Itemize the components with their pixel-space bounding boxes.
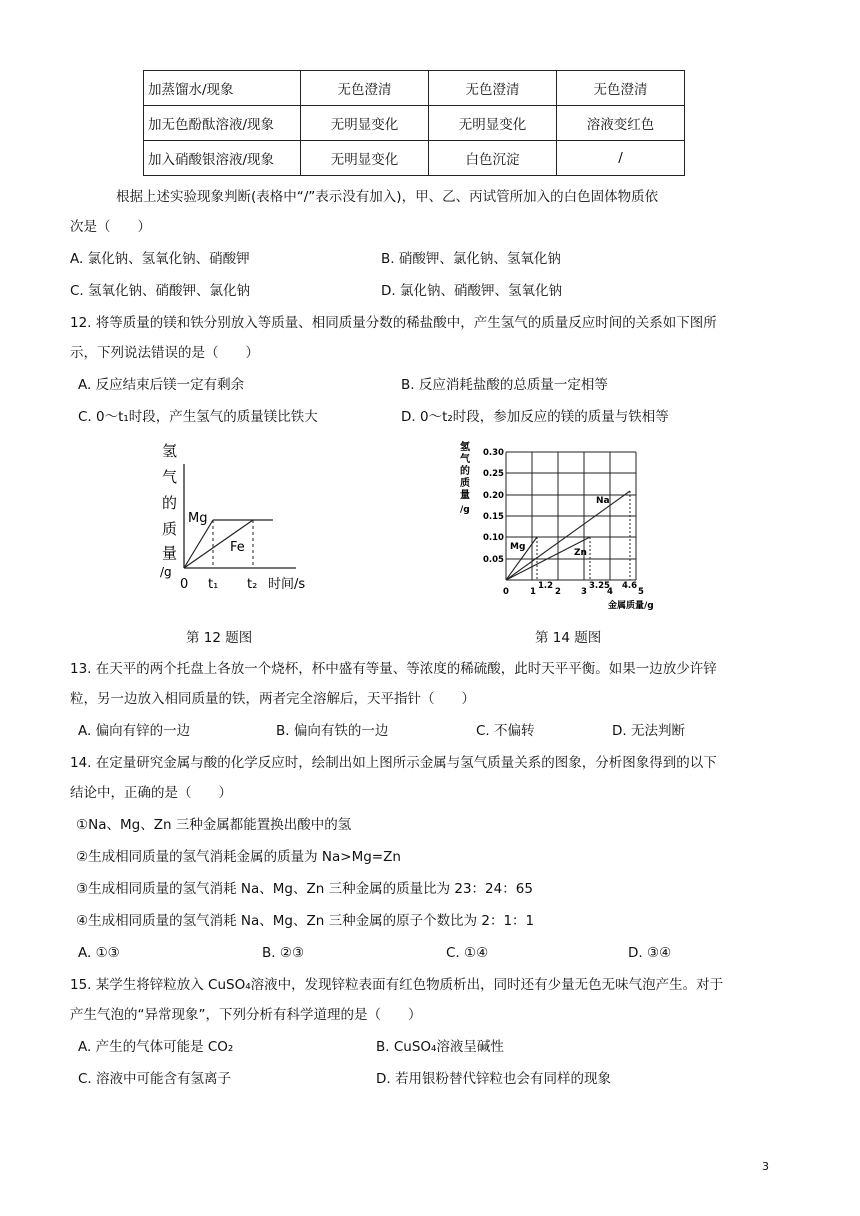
fig14-grid xyxy=(506,452,636,580)
fig14-ytick: 0.10 xyxy=(483,533,504,543)
fig14-xtick: 4.6 xyxy=(622,581,638,591)
fig14-mg-label: Mg xyxy=(510,542,526,552)
q14-option-b: B. ②③ xyxy=(262,945,305,961)
q14-statement-3: ③生成相同质量的氢气消耗 Na、Mg、Zn 三种金属的质量比为 23：24：65 xyxy=(76,881,533,897)
table-cell: 无色澄清 xyxy=(557,71,685,106)
fig12-ylabel-char: 质 xyxy=(162,520,178,538)
fig14-ytick: 0.30 xyxy=(483,448,504,458)
fig14-ylabel-char: 量 xyxy=(460,490,470,501)
q13-stem-line2: 粒，另一边放入相同质量的铁，两者完全溶解后，天平指针（ ） xyxy=(70,691,475,707)
q13-option-a: A. 偏向有锌的一边 xyxy=(78,723,191,739)
q14-option-c: C. ①④ xyxy=(446,945,489,961)
q13-option-d: D. 无法判断 xyxy=(612,723,685,739)
fig14-xtick: 3.25 xyxy=(589,581,610,591)
fig14-ylabel-char: 质 xyxy=(460,478,470,489)
fig12-ylabel-char: 氢 xyxy=(162,442,178,460)
q11-option-a: A. 氯化钠、氢氧化钠、硝酸钾 xyxy=(70,251,250,267)
fig12-fe-label: Fe xyxy=(230,540,245,555)
fig12-yunit: /g xyxy=(160,565,172,579)
fig14-na-line xyxy=(506,491,630,580)
fig14-xtick: 0 xyxy=(503,587,509,597)
row-label: 加蒸馏水/现象 xyxy=(144,71,301,106)
table-cell: / xyxy=(557,141,685,176)
fig12-t2-label: t₂ xyxy=(247,577,258,592)
table-cell: 白色沉淀 xyxy=(429,141,557,176)
q15-stem-line1: 15. 某学生将锌粒放入 CuSO₄溶液中，发现锌粒表面有红色物质析出，同时还有少量无色无味气泡产生。对于 xyxy=(70,977,724,993)
q11-option-d: D. 氯化钠、硝酸钾、氢氧化钠 xyxy=(381,283,562,299)
fig12-mg-label: Mg xyxy=(188,511,208,526)
q11-stem-line2: 次是（ ） xyxy=(70,219,151,235)
q15-option-c: C. 溶液中可能含有氢离子 xyxy=(78,1071,232,1087)
q13-option-b: B. 偏向有铁的一边 xyxy=(276,723,389,739)
table-cell: 无明显变化 xyxy=(301,106,429,141)
fig14-xtick: 3 xyxy=(581,587,587,597)
q11-stem-line1: 根据上述实验现象判断(表格中“/”表示没有加入)，甲、乙、丙试管所加入的白色固体物质依 xyxy=(116,189,659,205)
row-label: 加入硝酸银溶液/现象 xyxy=(144,141,301,176)
q12-option-c: C. 0～t₁时段，产生氢气的质量镁比铁大 xyxy=(78,409,318,425)
fig14-xticks xyxy=(503,581,644,597)
fig12-graph xyxy=(150,436,310,606)
table-row xyxy=(144,71,685,106)
fig12-ylabel-char: 的 xyxy=(162,494,178,512)
fig14-ytick: 0.20 xyxy=(483,491,504,501)
fig14-ytick: 0.25 xyxy=(483,469,504,479)
table-cell: 无色澄清 xyxy=(429,71,557,106)
fig14-ylabel-char: 气 xyxy=(460,454,470,465)
q14-statement-1: ①Na、Mg、Zn 三种金属都能置换出酸中的氢 xyxy=(76,817,352,833)
table-row xyxy=(144,141,685,176)
fig14-yticks xyxy=(483,448,504,565)
fig12-ylabel-char: 量 xyxy=(162,544,178,562)
fig12-xlabel: 时间/s xyxy=(268,577,306,592)
fig14-ytick: 0.05 xyxy=(483,555,504,565)
fig14-na-label: Na xyxy=(596,496,610,506)
fig14-xtick: 2 xyxy=(555,587,561,597)
page-number: 3 xyxy=(762,1160,769,1173)
fig14-xtick: 5 xyxy=(638,587,644,597)
table-cell: 无明显变化 xyxy=(301,141,429,176)
fig14-yunit: /g xyxy=(460,505,470,515)
q14-statement-4: ④生成相同质量的氢气消耗 Na、Mg、Zn 三种金属的原子个数比为 2：1：1 xyxy=(76,913,535,929)
fig14-zn-label: Zn xyxy=(574,548,587,558)
observation-table xyxy=(143,70,685,176)
q14-option-d: D. ③④ xyxy=(628,945,672,961)
q12-option-a: A. 反应结束后镁一定有剩余 xyxy=(78,377,245,393)
q11-option-b: B. 硝酸钾、氯化钠、氢氧化钠 xyxy=(381,251,561,267)
fig12-caption: 第 12 题图 xyxy=(186,630,253,646)
q15-option-b: B. CuSO₄溶液呈碱性 xyxy=(376,1039,504,1055)
table-cell: 无色澄清 xyxy=(301,71,429,106)
fig14-ytick: 0.15 xyxy=(483,512,504,522)
fig12-t1-label: t₁ xyxy=(208,577,219,592)
fig14-xtick: 1 xyxy=(530,587,536,597)
row-label: 加无色酚酞溶液/现象 xyxy=(144,106,301,141)
fig14-graph xyxy=(458,436,688,611)
fig14-ylabel xyxy=(460,440,471,501)
fig14-ylabel-char: 的 xyxy=(460,466,470,477)
fig12-ylabel-char: 气 xyxy=(162,468,178,486)
q11-option-c: C. 氢氧化钠、硝酸钾、氯化钠 xyxy=(70,283,251,299)
q14-stem-line2: 结论中，正确的是（ ） xyxy=(70,785,232,801)
table-cell: 溶液变红色 xyxy=(557,106,685,141)
q13-option-c: C. 不偏转 xyxy=(476,723,535,739)
q14-option-a: A. ①③ xyxy=(78,945,120,961)
q12-option-d: D. 0～t₂时段，参加反应的镁的质量与铁相等 xyxy=(401,409,669,425)
q12-stem-line1: 12. 将等质量的镁和铁分别放入等质量、相同质量分数的稀盐酸中，产生氢气的质量反应时间的关系如下图所 xyxy=(70,315,717,331)
q14-statement-2: ②生成相同质量的氢气消耗金属的质量为 Na>Mg=Zn xyxy=(76,849,401,865)
q15-option-d: D. 若用银粉替代锌粒也会有同样的现象 xyxy=(376,1071,611,1087)
fig14-ylabel-char: 氢 xyxy=(460,442,470,453)
q14-stem-line1: 14. 在定量研究金属与酸的化学反应时，绘制出如上图所示金属与氢气质量关系的图象，分析图象得到的以下 xyxy=(70,755,717,771)
q13-stem-line1: 13. 在天平的两个托盘上各放一个烧杯，杯中盛有等量、等浓度的稀硫酸，此时天平平衡。如果一边放少许锌 xyxy=(70,661,717,677)
fig14-xtick: 4 xyxy=(607,587,613,597)
fig14-xlabel: 金属质量/g xyxy=(608,601,654,611)
fig14-xtick: 1.2 xyxy=(538,581,554,591)
q12-stem-line2: 示，下列说法错误的是（ ） xyxy=(70,345,259,361)
q15-option-a: A. 产生的气体可能是 CO₂ xyxy=(78,1039,234,1055)
fig12-mg-line xyxy=(184,520,213,568)
fig12-origin: 0 xyxy=(180,577,189,592)
fig12-ylabel xyxy=(162,442,177,562)
fig14-caption: 第 14 题图 xyxy=(535,630,602,646)
table-row xyxy=(144,106,685,141)
q12-option-b: B. 反应消耗盐酸的总质量一定相等 xyxy=(401,377,608,393)
table-cell: 无明显变化 xyxy=(429,106,557,141)
q15-stem-line2: 产生气泡的“异常现象”，下列分析有科学道理的是（ ） xyxy=(70,1007,422,1023)
